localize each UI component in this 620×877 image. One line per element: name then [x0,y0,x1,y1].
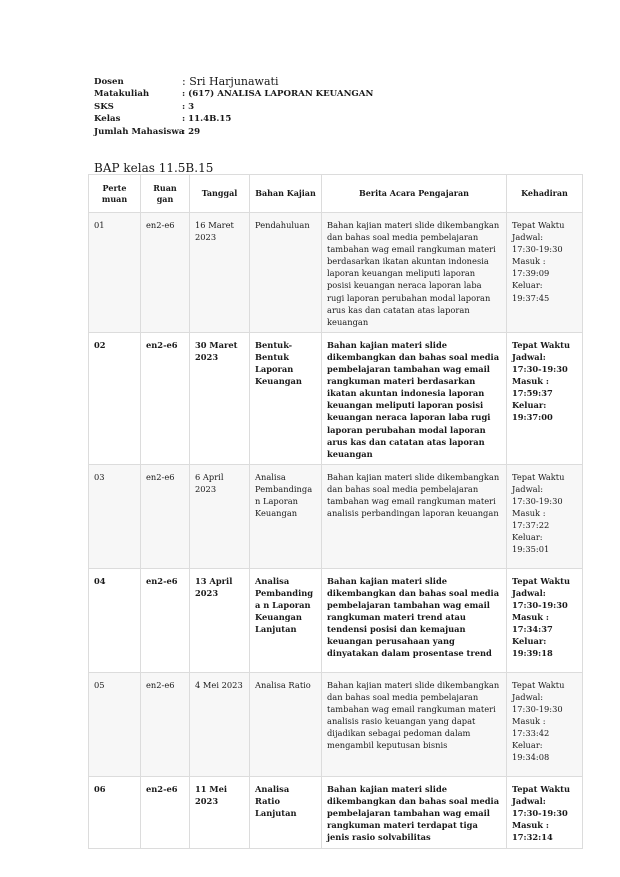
kehadiran-status: Tepat Waktu [512,220,565,230]
table-row [89,213,583,333]
keluar-value: 19:39:18 [512,648,553,659]
cell-ruangan: en2-e6 [141,213,190,333]
jadwal-value: 17:30-19:30 [512,807,568,818]
cell-tanggal: 11 Mei 2023 [190,776,250,848]
header-ruangan: Ruan gan [141,175,190,213]
table-row [89,332,583,464]
jadwal-label: Jadwal: [512,795,546,806]
keluar-value: 19:35:01 [512,544,550,555]
info-row-kelas [94,113,373,125]
info-row-dosen [94,76,373,88]
cell-berita-acara: Bahan kajian materi slide dikembangkan dan bahas soal media pembelajaran tambahan wag email rangkuman materi berdasarkan ikatan akuntan indonesia laporan keuangan meliputi laporan posisi keuangan neraca laporan laba rugi laporan perubahan modal laporan arus kas dan catatan atas laporan keuangan [322,213,507,333]
header-berita-acara: Berita Acara Pengajaran [322,175,507,213]
cell-tanggal: 6 April 2023 [190,464,250,568]
masuk-value: 17:39:09 [512,268,550,279]
keluar-label: Keluar: [512,636,547,647]
table-row [89,672,583,776]
cell-tanggal: 30 Maret 2023 [190,332,250,464]
cell-pertemuan: 04 [89,568,141,672]
jadwal-label: Jadwal: [512,483,544,494]
cell-kehadiran [507,332,583,464]
kehadiran-status: Tepat Waktu [512,471,565,482]
header-bahan-kajian: Bahan Kajian [250,175,322,213]
cell-pertemuan: 05 [89,672,141,776]
cell-ruangan: en2-e6 [141,464,190,568]
bap-table [88,174,583,849]
cell-bahan-kajian: Analisa Pembandinga n Laporan Keuangan [250,464,322,568]
table-row [89,568,583,672]
jadwal-value: 17:30-19:30 [512,599,568,610]
kelas-value: : 11.4B.15 [182,114,232,125]
header-tanggal: Tanggal [190,175,250,213]
info-row-jumlah [94,126,373,138]
matakuliah-label: Matakuliah [94,89,150,100]
dosen-value: : Sri Harjunawati [182,75,279,88]
cell-bahan-kajian: Bentuk-Bentuk Laporan Keuangan [250,332,322,464]
cell-pertemuan: 06 [89,776,141,848]
keluar-label: Keluar: [512,740,543,751]
info-row-matakuliah [94,88,373,100]
masuk-label: Masuk : [512,820,549,831]
cell-ruangan: en2-e6 [141,568,190,672]
masuk-label: Masuk : [512,612,549,623]
masuk-label: Masuk : [512,256,546,267]
cell-kehadiran [507,568,583,672]
keluar-label: Keluar: [512,280,543,291]
cell-ruangan: en2-e6 [141,776,190,848]
masuk-value: 17:37:22 [512,520,550,531]
masuk-value: 17:32:14 [512,832,553,843]
jadwal-value: 17:30-19:30 [512,495,563,506]
jadwal-label: Jadwal: [512,232,544,243]
kehadiran-status: Tepat Waktu [512,339,570,350]
jumlah-mahasiswa-value: : 29 [182,126,201,137]
cell-pertemuan: 03 [89,464,141,568]
matakuliah-value: : (617) ANALISA LAPORAN KEUANGAN [182,89,374,100]
cell-pertemuan: 02 [89,332,141,464]
bap-title: BAP kelas 11.5B.15 [94,161,214,175]
cell-bahan-kajian: Analisa Pembandinga n Laporan Keuangan Lanjutan [250,568,322,672]
cell-bahan-kajian: Analisa Ratio Lanjutan [250,776,322,848]
cell-pertemuan: 01 [89,213,141,333]
cell-berita-acara: Bahan kajian materi slide dikembangkan dan bahas soal media pembelajaran tambahan wag email rangkuman materi terdapat tiga jenis rasio solvabilitas [322,776,507,848]
table-header-row [89,175,583,213]
jadwal-label: Jadwal: [512,587,546,598]
kelas-label: Kelas [94,114,121,125]
masuk-value: 17:33:42 [512,728,550,739]
keluar-label: Keluar: [512,400,547,411]
cell-berita-acara: Bahan kajian materi slide dikembangkan dan bahas soal media pembelajaran tambahan wag email rangkuman materi trend atau tendensi posisi dan kemajuan keuangan perusahaan yang dinyatakan dalam prosentase trend [322,568,507,672]
table-row [89,464,583,568]
sks-label: SKS [94,101,114,112]
jadwal-value: 17:30-19:30 [512,244,563,255]
jadwal-label: Jadwal: [512,691,544,702]
keluar-label: Keluar: [512,532,543,543]
header-kehadiran: Kehadiran [507,175,583,213]
cell-bahan-kajian: Analisa Ratio [250,672,322,776]
masuk-label: Masuk : [512,376,549,387]
masuk-label: Masuk : [512,508,546,519]
jadwal-value: 17:30-19:30 [512,364,568,375]
kehadiran-status: Tepat Waktu [512,783,570,794]
info-row-sks [94,101,373,113]
cell-berita-acara: Bahan kajian materi slide dikembangkan dan bahas soal media pembelajaran tambahan wag email rangkuman materi berdasarkan ikatan akuntan indonesia laporan keuangan meliputi laporan posisi keuangan neraca laporan laba rugi laporan perubahan modal laporan arus kas dan catatan atas laporan keuangan [322,332,507,464]
header-pertemuan: Perte muan [89,175,141,213]
jadwal-value: 17:30-19:30 [512,703,563,714]
jumlah-mahasiswa-label: Jumlah Mahasiswa [94,126,185,137]
keluar-value: 19:34:08 [512,752,550,763]
dosen-label: Dosen [94,77,124,87]
kehadiran-status: Tepat Waktu [512,679,565,690]
cell-bahan-kajian: Pendahuluan [250,213,322,333]
cell-kehadiran [507,672,583,776]
cell-kehadiran [507,464,583,568]
masuk-label: Masuk : [512,716,546,727]
cell-tanggal: 4 Mei 2023 [190,672,250,776]
kehadiran-status: Tepat Waktu [512,575,570,586]
cell-ruangan: en2-e6 [141,672,190,776]
jadwal-label: Jadwal: [512,351,546,362]
table-row [89,776,583,848]
keluar-value: 19:37:45 [512,292,550,303]
course-info [94,76,373,138]
sks-value: : 3 [182,101,195,112]
cell-kehadiran [507,213,583,333]
masuk-value: 17:59:37 [512,388,553,399]
cell-berita-acara: Bahan kajian materi slide dikembangkan dan bahas soal media pembelajaran tambahan wag email rangkuman materi analisis perbandingan laporan keuangan [322,464,507,568]
cell-tanggal: 13 April 2023 [190,568,250,672]
keluar-value: 19:37:00 [512,412,553,423]
masuk-value: 17:34:37 [512,624,553,635]
cell-ruangan: en2-e6 [141,332,190,464]
cell-berita-acara: Bahan kajian materi slide dikembangkan dan bahas soal media pembelajaran tambahan wag email rangkuman materi analisis rasio keuangan yang dapat dijadikan sebagai pedoman dalam mengambil keputusan bisnis [322,672,507,776]
cell-tanggal: 16 Maret 2023 [190,213,250,333]
cell-kehadiran [507,776,583,848]
